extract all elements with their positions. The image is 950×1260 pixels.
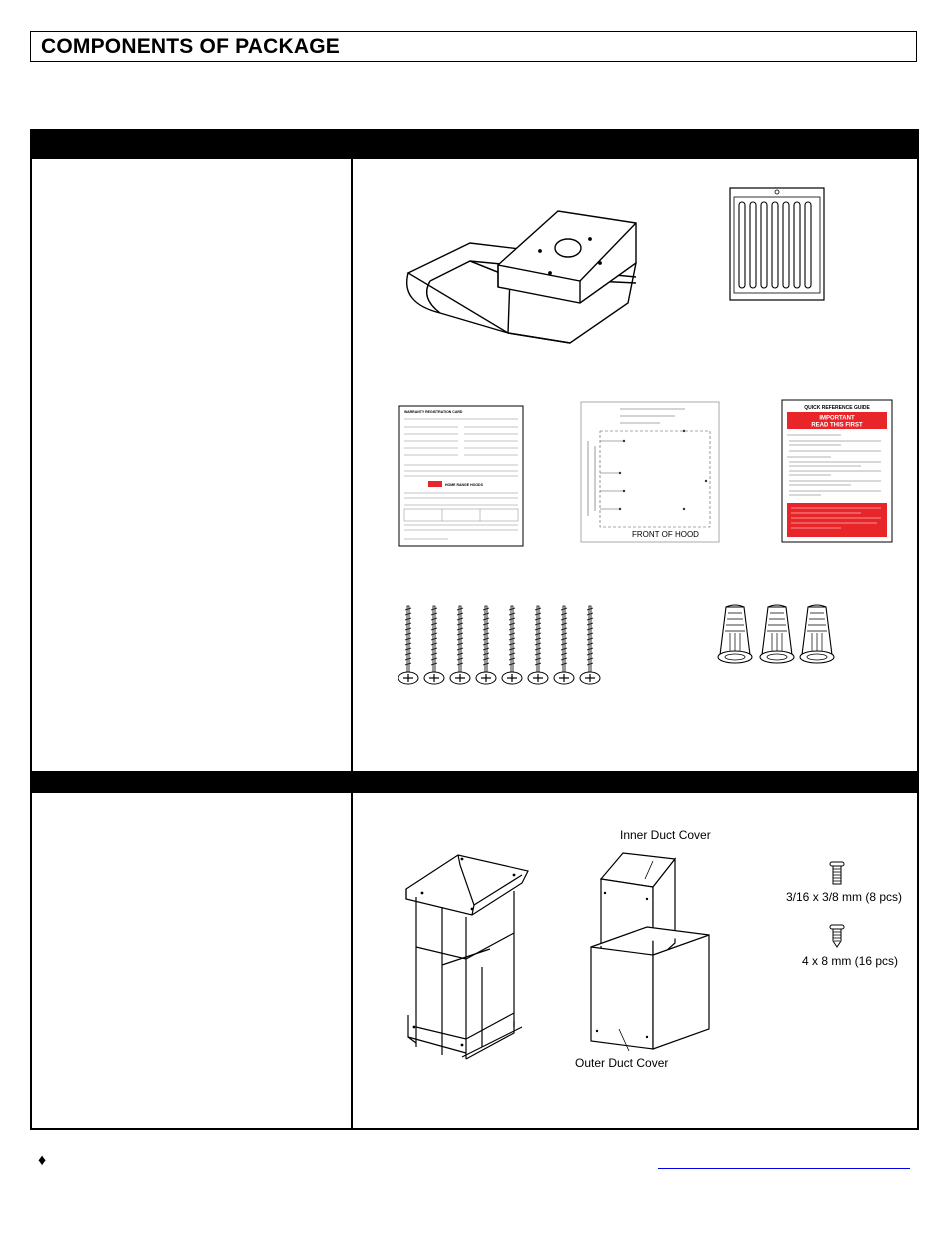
table-header-row-1 xyxy=(32,131,917,159)
quick-ref-title: QUICK REFERENCE GUIDE xyxy=(804,405,870,411)
quick-ref-banner-2: READ THIS FIRST xyxy=(811,422,863,429)
inner-duct-cover-label: Inner Duct Cover xyxy=(620,828,711,842)
warranty-title: WARRANTY REGISTRATION CARD xyxy=(404,410,463,414)
outer-duct-cover-label: Outer Duct Cover xyxy=(575,1056,669,1070)
quick-ref-banner-1: IMPORTANT xyxy=(819,415,855,422)
mounting-screws-illustration xyxy=(398,604,618,689)
grease-filter-illustration xyxy=(729,187,825,301)
template-caption: FRONT OF HOOD xyxy=(632,530,699,539)
duct-covers-illustration xyxy=(587,845,712,1055)
footer-link-underline[interactable] xyxy=(658,1168,910,1169)
screw-b-label: 4 x 8 mm (16 pcs) xyxy=(802,954,899,968)
components-table xyxy=(30,129,919,1130)
wire-connectors-illustration xyxy=(714,601,840,667)
machine-screw-icon xyxy=(829,861,845,885)
table-header-row-2 xyxy=(32,771,917,793)
footer-bullet: ♦ xyxy=(38,1152,47,1169)
installation-template-illustration xyxy=(580,401,720,543)
range-hood-illustration xyxy=(400,203,640,348)
page-title: COMPONENTS OF PACKAGE xyxy=(41,35,340,58)
warranty-brand: HOME RANGE HOODS xyxy=(445,483,483,487)
column-divider xyxy=(351,131,353,1128)
chimney-bracket-frame-illustration xyxy=(402,847,532,1065)
screw-a-label: 3/16 x 3/8 mm (8 pcs) xyxy=(786,890,903,904)
sheet-metal-screw-icon xyxy=(829,924,845,948)
quick-reference-guide-illustration xyxy=(781,399,893,543)
warranty-card-illustration xyxy=(398,405,524,547)
page-title-box xyxy=(30,31,917,62)
